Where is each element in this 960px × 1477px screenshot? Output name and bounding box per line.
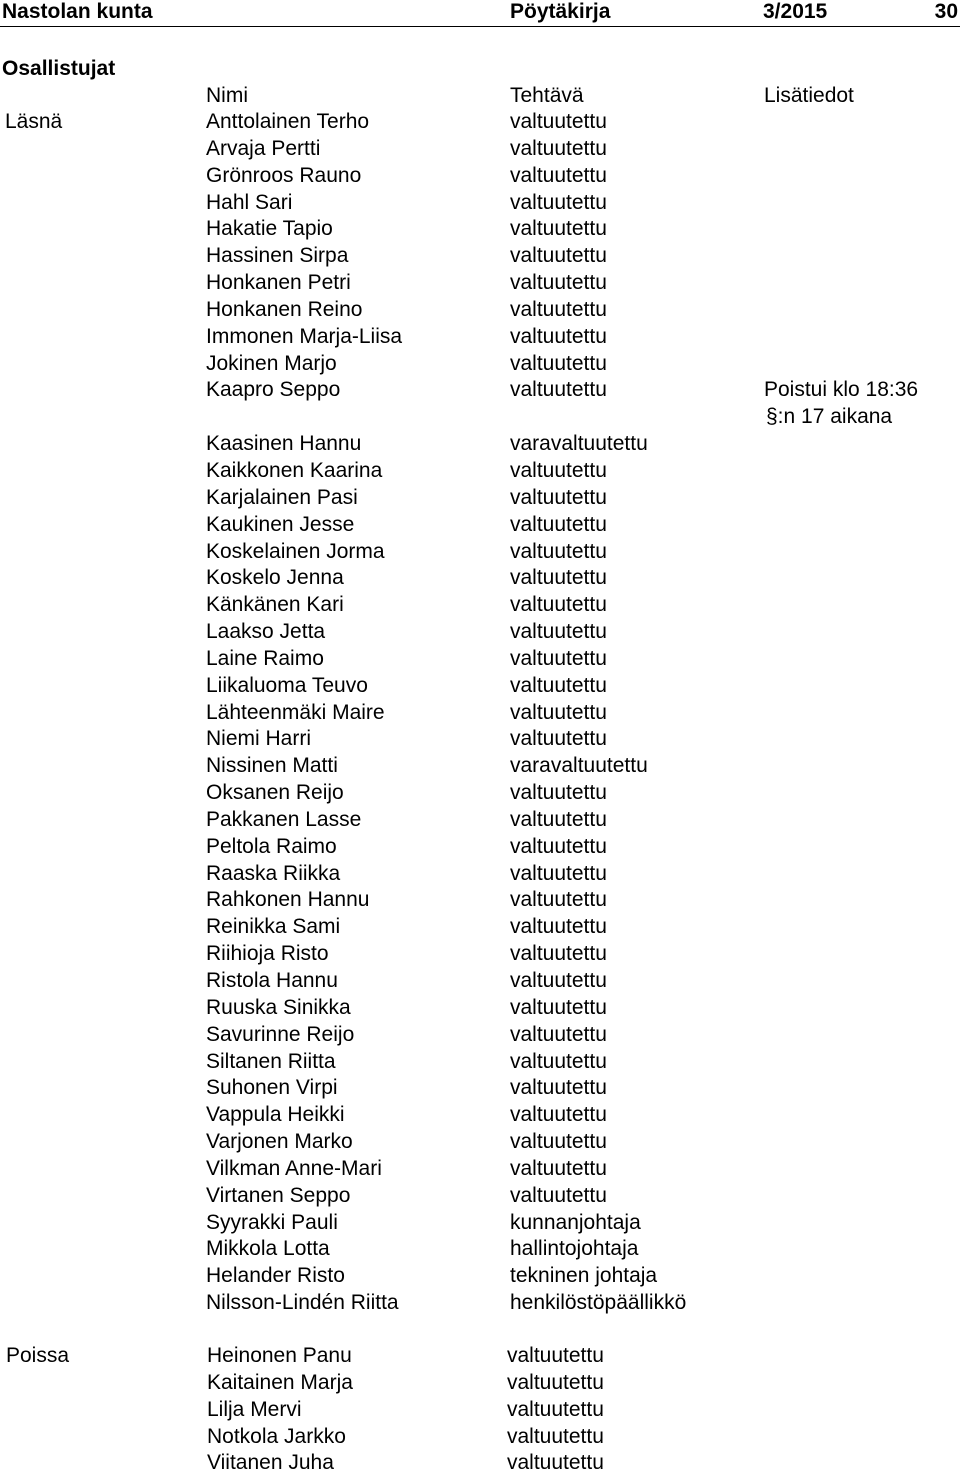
participant-role: valtuutettu (510, 888, 607, 912)
participant-role: valtuutettu (510, 217, 607, 241)
participant-name: Ristola Hannu (206, 969, 338, 992)
participant-name: Hassinen Sirpa (206, 244, 349, 268)
present-table (0, 109, 960, 1317)
participant-name: Suhonen Virpi (206, 1076, 338, 1100)
table-row (0, 673, 960, 700)
table-row (0, 109, 960, 136)
participant-name: Jokinen Marjo (206, 351, 337, 375)
table-row (0, 807, 960, 834)
participant-role: henkilöstöpäällikkö (510, 1291, 687, 1315)
participant-role: valtuutettu (510, 271, 607, 295)
participant-name: Raaska Riikka (206, 861, 341, 885)
participant-role: valtuutettu (510, 700, 607, 724)
participant-role: valtuutettu (510, 969, 607, 992)
participant-role: valtuutettu (510, 915, 607, 939)
participant-role: valtuutettu (510, 593, 607, 617)
table-row (0, 297, 960, 324)
participant-role: valtuutettu (510, 458, 607, 482)
participant-role: valtuutettu (510, 351, 607, 375)
table-row (0, 136, 960, 163)
column-header-notes: Lisätiedot (764, 84, 854, 107)
participant-name: Kaitainen Marja (207, 1370, 353, 1394)
participant-name: Laakso Jetta (206, 620, 326, 644)
participant-name: Niemi Harri (206, 727, 311, 751)
participant-role: valtuutettu (510, 727, 607, 751)
table-row (0, 1102, 960, 1129)
participant-name: Vilkman Anne-Mari (206, 1156, 382, 1180)
participant-name: Honkanen Petri (206, 271, 351, 295)
participant-role: valtuutettu (510, 834, 607, 858)
table-row (0, 431, 960, 458)
absent-table (0, 1343, 960, 1477)
table-row (0, 646, 960, 673)
table-row (0, 163, 960, 190)
participant-role: valtuutettu (510, 1183, 607, 1207)
table-row (0, 700, 960, 727)
table-row (0, 512, 960, 539)
table-row (0, 190, 960, 217)
table-row (0, 1397, 960, 1424)
participant-role: valtuutettu (507, 1424, 604, 1448)
participant-role: kunnanjohtaja (510, 1210, 641, 1234)
table-row (0, 1210, 960, 1237)
table-row (0, 351, 960, 378)
participant-name: Mikkola Lotta (206, 1237, 330, 1261)
participant-name: Nissinen Matti (206, 754, 338, 778)
participant-name: Riihioja Risto (206, 942, 329, 966)
table-row (0, 458, 960, 485)
table-row (0, 753, 960, 780)
table-row (0, 565, 960, 592)
table-row (0, 1129, 960, 1156)
table-row (0, 1450, 960, 1477)
participant-name: Kaikkonen Kaarina (206, 458, 383, 482)
table-row (0, 941, 960, 968)
participant-role: valtuutettu (510, 163, 607, 187)
participant-name: Virtanen Seppo (206, 1183, 351, 1207)
table-row (0, 1022, 960, 1049)
participant-role: valtuutettu (510, 673, 607, 697)
table-row (0, 1343, 960, 1370)
participant-role: tekninen johtaja (510, 1264, 658, 1288)
participant-role: varavaltuutettu (510, 754, 648, 778)
table-row (0, 995, 960, 1022)
table-row (0, 592, 960, 619)
participant-name: Lähteenmäki Maire (206, 700, 385, 724)
participant-name: Vappula Heikki (206, 1103, 345, 1127)
organization-name: Nastolan kunta (2, 0, 153, 23)
table-row (0, 887, 960, 914)
column-header-role: Tehtävä (510, 84, 584, 107)
table-row (0, 1156, 960, 1183)
header-divider (0, 26, 960, 27)
table-row (0, 485, 960, 512)
participant-note: §:n 17 aikana (766, 405, 893, 429)
table-row (0, 1075, 960, 1102)
participant-role: valtuutettu (510, 297, 607, 321)
table-row (0, 539, 960, 566)
participant-name: Varjonen Marko (206, 1130, 353, 1154)
table-row (0, 1183, 960, 1210)
participant-role: valtuutettu (510, 807, 607, 831)
participant-role: valtuutettu (510, 190, 607, 214)
participant-role: valtuutettu (510, 110, 607, 133)
participant-role: valtuutettu (510, 861, 607, 885)
participant-name: Immonen Marja-Liisa (206, 324, 403, 348)
participant-name: Kaukinen Jesse (206, 512, 355, 536)
absent-group-label: Poissa (6, 1344, 70, 1367)
participant-role: valtuutettu (510, 485, 607, 509)
participant-name: Koskelo Jenna (206, 566, 344, 590)
participant-role: valtuutettu (507, 1344, 604, 1367)
participant-name: Notkola Jarkko (207, 1424, 346, 1448)
participant-role: valtuutettu (510, 1156, 607, 1180)
participant-role: valtuutettu (507, 1397, 604, 1421)
participant-name: Laine Raimo (206, 646, 324, 670)
participant-role: valtuutettu (510, 244, 607, 268)
participant-role: valtuutettu (510, 566, 607, 590)
table-row (0, 243, 960, 270)
column-header-name: Nimi (206, 84, 248, 107)
participant-name: Hakatie Tapio (206, 217, 333, 241)
participant-name: Oksanen Reijo (206, 781, 344, 805)
page-number: 30 (934, 0, 958, 23)
participant-name: Pakkanen Lasse (206, 807, 362, 831)
participant-name: Savurinne Reijo (206, 1022, 355, 1046)
participant-role: valtuutettu (510, 781, 607, 805)
table-row (0, 1290, 960, 1317)
participant-role: valtuutettu (510, 136, 607, 160)
participant-role: hallintojohtaja (510, 1237, 639, 1261)
participant-role: valtuutettu (510, 942, 607, 966)
table-row (0, 216, 960, 243)
participant-role: valtuutettu (510, 646, 607, 670)
participant-role: valtuutettu (507, 1370, 604, 1394)
section-title: Osallistujat (2, 57, 116, 80)
participant-name: Viitanen Juha (207, 1451, 334, 1475)
participant-role: valtuutettu (510, 1130, 607, 1154)
participant-role: valtuutettu (510, 1103, 607, 1127)
participant-role: valtuutettu (507, 1451, 604, 1475)
participant-name: Heinonen Panu (207, 1344, 352, 1367)
participant-role: valtuutettu (510, 539, 607, 563)
participant-name: Arvaja Pertti (206, 136, 321, 160)
document-number: 3/2015 (763, 0, 828, 23)
participant-role: valtuutettu (510, 620, 607, 644)
participant-name: Kaapro Seppo (206, 378, 341, 402)
column-headers (0, 82, 960, 109)
table-row (0, 377, 960, 404)
table-row (0, 726, 960, 753)
document-type: Pöytäkirja (510, 0, 611, 23)
table-row (0, 619, 960, 646)
participant-name: Hahl Sari (206, 190, 293, 214)
participant-role: valtuutettu (510, 378, 607, 402)
table-row (0, 404, 960, 431)
table-row (0, 834, 960, 861)
participant-role: varavaltuutettu (510, 432, 648, 456)
table-row (0, 1236, 960, 1263)
present-group-label: Läsnä (5, 110, 63, 133)
participant-role: valtuutettu (510, 324, 607, 348)
participant-name: Anttolainen Terho (206, 110, 370, 133)
participant-note: Poistui klo 18:36 (764, 378, 919, 402)
participant-name: Helander Risto (206, 1264, 345, 1288)
participant-role: valtuutettu (510, 1022, 607, 1046)
participant-name: Siltanen Riitta (206, 1049, 336, 1073)
participant-name: Känkänen Kari (206, 593, 344, 617)
table-row (0, 1424, 960, 1451)
participant-name: Honkanen Reino (206, 297, 363, 321)
participant-name: Koskelainen Jorma (206, 539, 385, 563)
page-header (0, 0, 960, 26)
participant-role: valtuutettu (510, 512, 607, 536)
participant-name: Reinikka Sami (206, 915, 341, 939)
participant-name: Karjalainen Pasi (206, 485, 358, 509)
participant-role: valtuutettu (510, 995, 607, 1019)
participant-name: Syyrakki Pauli (206, 1210, 338, 1234)
table-row (0, 780, 960, 807)
participant-name: Peltola Raimo (206, 834, 337, 858)
table-row (0, 1049, 960, 1076)
participant-name: Lilja Mervi (207, 1397, 302, 1421)
participant-role: valtuutettu (510, 1049, 607, 1073)
table-row (0, 1263, 960, 1290)
participant-name: Nilsson-Lindén Riitta (206, 1291, 399, 1315)
table-row (0, 1370, 960, 1397)
table-row (0, 968, 960, 995)
table-row (0, 861, 960, 888)
participant-role: valtuutettu (510, 1076, 607, 1100)
participant-name: Kaasinen Hannu (206, 432, 362, 456)
table-row (0, 270, 960, 297)
participant-name: Rahkonen Hannu (206, 888, 370, 912)
participant-name: Grönroos Rauno (206, 163, 362, 187)
table-row (0, 914, 960, 941)
table-row (0, 324, 960, 351)
participant-name: Liikaluoma Teuvo (206, 673, 368, 697)
participant-name: Ruuska Sinikka (206, 995, 351, 1019)
